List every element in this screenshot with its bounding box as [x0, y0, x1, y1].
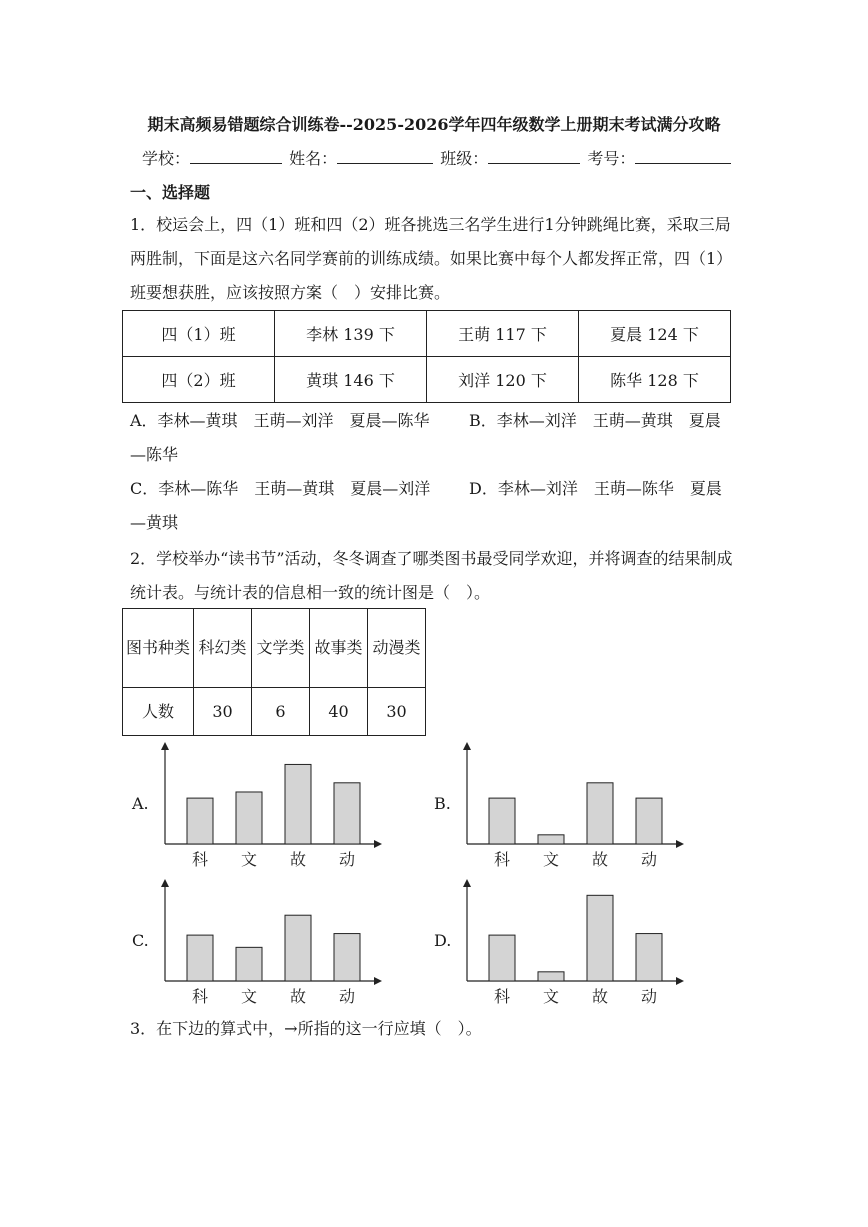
bar-2	[587, 783, 613, 844]
school-blank[interactable]	[190, 149, 282, 164]
exam-no-blank[interactable]	[635, 149, 731, 164]
table-cell: 陈华 128 下	[579, 357, 731, 403]
table-cell: 30	[368, 688, 426, 736]
page-title: 期末高频易错题综合训练卷--2025-2026学年四年级数学上册期末考试满分攻略	[147, 115, 721, 134]
option-d-cont: —黄琪	[130, 513, 179, 532]
bar-1	[538, 835, 564, 844]
category-label: 动	[640, 850, 658, 869]
category-label: 故	[289, 987, 307, 1006]
chart-option-b-label[interactable]: B.	[434, 794, 451, 813]
bar-1	[236, 792, 262, 844]
category-label: 文	[542, 987, 560, 1006]
option-c-line	[130, 472, 430, 506]
question-1-table	[122, 310, 731, 403]
table-cell: 四（2）班	[123, 357, 275, 403]
table-cell: 李林 139 下	[275, 311, 427, 357]
table-cell: 6	[252, 688, 310, 736]
class-label: 班级：	[440, 149, 489, 168]
bar-3	[636, 934, 662, 981]
bar-chart-d	[452, 875, 692, 1011]
table-header-cell: 文学类	[252, 609, 310, 688]
question-2-text: 2．学校举办“读书节”活动，冬冬调查了哪类图书最受同学欢迎，并将调查的结果制成统计表。与统计表的信息相一致的统计图是（ ）。	[130, 549, 733, 602]
x-axis-arrow	[676, 977, 684, 985]
table-row	[123, 311, 731, 357]
table-cell: 四（1）班	[123, 311, 275, 357]
chart-option-c-label[interactable]: C.	[132, 931, 149, 950]
category-label: 科	[493, 850, 511, 869]
y-axis-arrow	[463, 742, 471, 750]
chart-option-a-label[interactable]: A.	[132, 794, 149, 813]
option-b-line	[469, 404, 721, 438]
bar-chart-c	[150, 875, 390, 1011]
section-heading: 一、选择题	[130, 183, 211, 202]
table-cell: 夏晨 124 下	[579, 311, 731, 357]
bar-3	[636, 798, 662, 844]
bar-1	[236, 947, 262, 981]
table-cell: 40	[310, 688, 368, 736]
option-c[interactable]: C．李林—陈华 王萌—黄琪 夏晨—刘洋	[130, 479, 431, 498]
category-label: 科	[191, 850, 209, 869]
y-axis-arrow	[463, 879, 471, 887]
question-3-text: 3．在下边的算式中，→所指的这一行应填（ ）。	[130, 1019, 482, 1038]
table-header-cell: 科幻类	[194, 609, 252, 688]
option-a[interactable]: A．李林—黄琪 王萌—刘洋 夏晨—陈华	[130, 411, 430, 430]
option-d-line	[469, 472, 722, 506]
bar-0	[489, 798, 515, 844]
class-blank[interactable]	[488, 149, 580, 164]
category-label: 动	[640, 987, 658, 1006]
bar-0	[187, 935, 213, 981]
option-d[interactable]: D．李林—刘洋 王萌—陈华 夏晨	[469, 479, 722, 498]
option-b-cont: —陈华	[130, 445, 179, 464]
table-header-cell: 图书种类	[123, 609, 194, 688]
bar-3	[334, 934, 360, 981]
bar-chart-a	[150, 738, 390, 874]
school-label: 学校：	[142, 149, 191, 168]
bar-0	[489, 935, 515, 981]
bar-chart-b	[452, 738, 692, 874]
bar-2	[587, 895, 613, 981]
name-blank[interactable]	[337, 149, 433, 164]
category-label: 故	[591, 850, 609, 869]
category-label: 文	[240, 987, 258, 1006]
y-axis-arrow	[161, 742, 169, 750]
table-row	[123, 357, 731, 403]
category-label: 文	[240, 850, 258, 869]
table-cell: 刘洋 120 下	[427, 357, 579, 403]
table-header-cell: 故事类	[310, 609, 368, 688]
table-cell: 30	[194, 688, 252, 736]
category-label: 科	[493, 987, 511, 1006]
question-1-text: 1．校运会上，四（1）班和四（2）班各挑选三名学生进行1分钟跳绳比赛，采取三局两胜制，下面是这六名同学赛前的训练成绩。如果比赛中每个人都发挥正常，四（1）班要想获胜，应该按照方案（ ）安排比赛。	[130, 215, 733, 302]
table-header-cell: 动漫类	[368, 609, 426, 688]
table-cell: 黄琪 146 下	[275, 357, 427, 403]
chart-option-d-label[interactable]: D.	[434, 931, 452, 950]
option-a-line	[130, 404, 430, 438]
category-label: 动	[338, 850, 356, 869]
table-row	[123, 609, 426, 688]
table-cell: 人数	[123, 688, 194, 736]
category-label: 文	[542, 850, 560, 869]
exam-no-label: 考号：	[587, 149, 636, 168]
table-row	[123, 688, 426, 736]
bar-2	[285, 764, 311, 844]
student-info	[142, 146, 733, 169]
name-label: 姓名：	[289, 149, 338, 168]
bar-1	[538, 972, 564, 981]
x-axis-arrow	[676, 840, 684, 848]
bar-2	[285, 915, 311, 981]
bar-3	[334, 783, 360, 844]
option-b[interactable]: B．李林—刘洋 王萌—黄琪 夏晨	[469, 411, 721, 430]
category-label: 故	[289, 850, 307, 869]
question-2-table	[122, 608, 426, 736]
x-axis-arrow	[374, 840, 382, 848]
bar-0	[187, 798, 213, 844]
category-label: 故	[591, 987, 609, 1006]
x-axis-arrow	[374, 977, 382, 985]
category-label: 动	[338, 987, 356, 1006]
table-cell: 王萌 117 下	[427, 311, 579, 357]
category-label: 科	[191, 987, 209, 1006]
y-axis-arrow	[161, 879, 169, 887]
